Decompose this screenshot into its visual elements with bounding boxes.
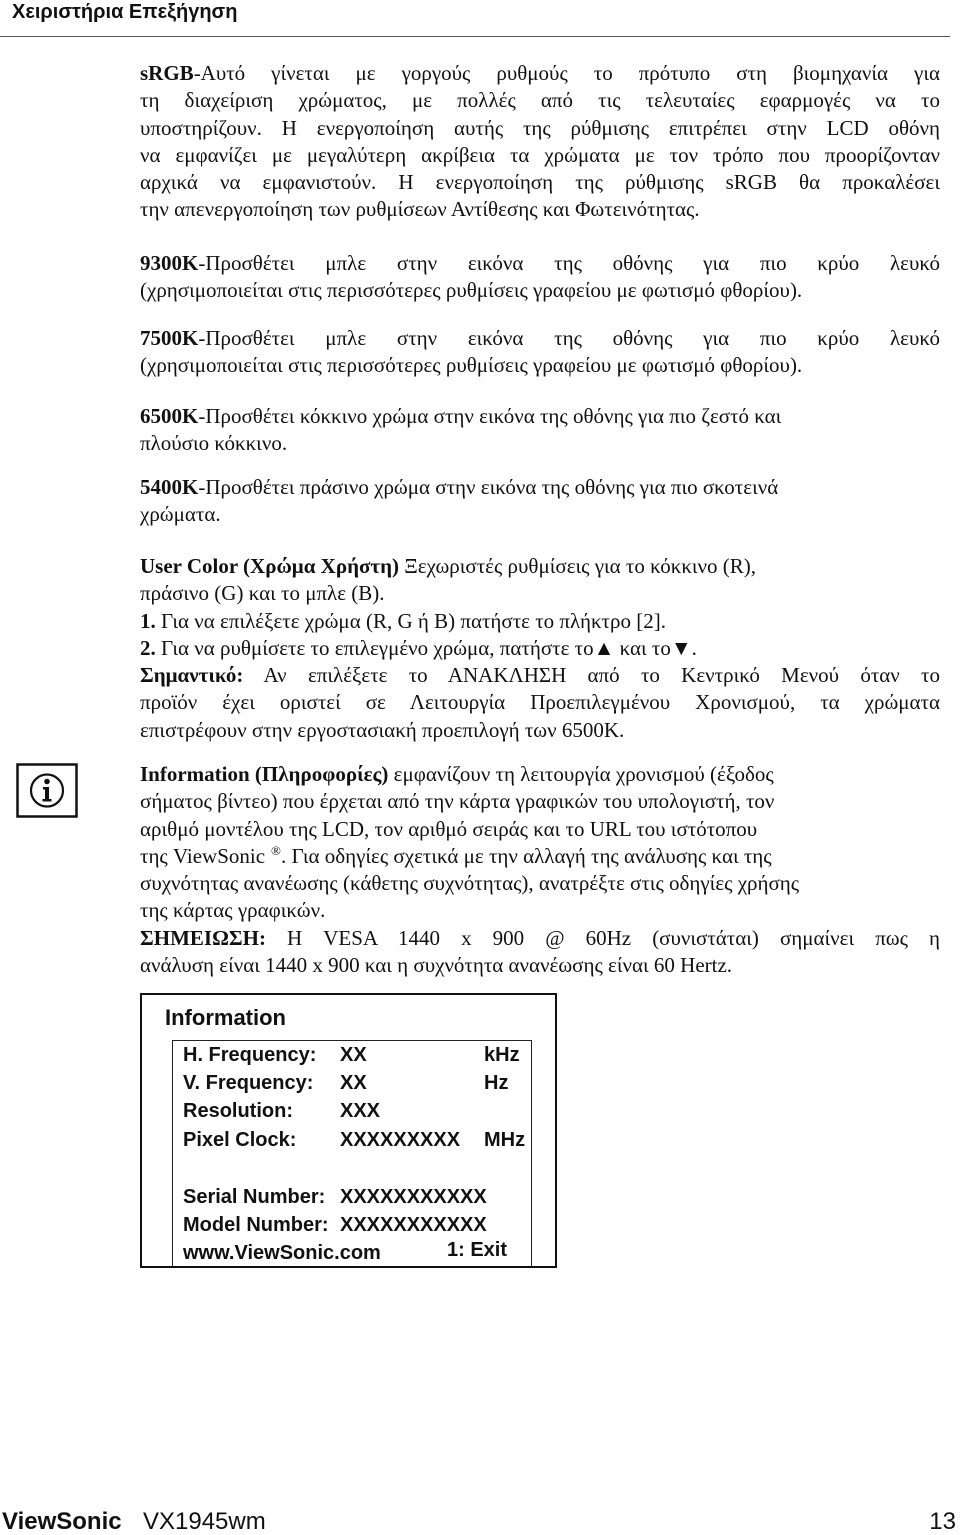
osd-row-v-frequency xyxy=(142,1071,555,1095)
line-text: αρχικά να εμφανιστούν. Η ενεργοποίηση της ρύθμισης sRGB θα προκαλέσει xyxy=(140,170,940,194)
paragraph-line xyxy=(140,403,940,430)
page-header-title: Χειριστήρια Επεξήγηση xyxy=(12,1,238,23)
line-text: -Προσθέτει μπλε στην εικόνα της οθόνης για πιο κρύο λευκό xyxy=(198,326,940,350)
step-number: 2. xyxy=(140,635,156,660)
step-1 xyxy=(140,608,940,635)
paragraph-line xyxy=(140,60,940,87)
paragraph-line xyxy=(140,501,940,528)
important-line xyxy=(140,662,940,689)
line-text: ανάλυση είναι 1440 x 900 και η συχνότητα ανανέωσης είναι 60 Hertz. xyxy=(140,953,733,978)
osd-title: Information xyxy=(165,1005,286,1030)
line-text: την απενεργοποίηση των ρυθμίσεων Αντίθεσης και Φωτεινότητας. xyxy=(140,197,700,222)
line-text: υποστηρίζουν. Η ενεργοποίηση αυτής της ρύθμισης επιτρέπει στην LCD οθόνη xyxy=(140,115,940,140)
line-text: της κάρτας γραφικών. xyxy=(140,898,326,923)
footer-model: VX1945wm xyxy=(143,1508,266,1535)
user-color-description xyxy=(140,553,940,744)
preset-9300k-description xyxy=(140,250,940,305)
line-text: της ViewSonic xyxy=(140,843,266,868)
paragraph-line xyxy=(140,553,940,580)
term-user-color: User Color (Χρώμα Χρήστη) xyxy=(140,554,400,578)
line-text: χρώματα. xyxy=(140,502,221,527)
term-srgb: sRGB xyxy=(140,61,194,85)
paragraph-line xyxy=(140,430,940,457)
page-number: 13 xyxy=(929,1508,956,1535)
line-text: -Προσθέτει πράσινο χρώμα στην εικόνα της οθόνης για πιο σκοτεινά xyxy=(198,475,779,499)
line-text: προϊόν έχει οριστεί σε Λειτουργία Προεπιλεγμένου Χρονισμού, τα χρώματα xyxy=(140,690,940,715)
term-information: Information (Πληροφορίες) xyxy=(140,762,389,786)
osd-row-resolution xyxy=(142,1099,555,1123)
paragraph-line xyxy=(140,169,940,196)
line-text: -Προσθέτει μπλε στην εικόνα της οθόνης για πιο κρύο λευκό xyxy=(198,251,940,275)
osd-value: XXXXXXXXXXX xyxy=(340,1214,487,1236)
vesa-note xyxy=(140,925,940,980)
line-text: συχνότητας ανανέωσης (κάθετης συχνότητας), ανατρέξτε στις οδηγίες χρήσης xyxy=(140,871,800,895)
info-icon-graphic xyxy=(16,763,78,818)
paragraph-line xyxy=(140,761,940,788)
paragraph-line xyxy=(140,843,940,870)
line-text: -Προσθέτει κόκκινο χρώμα στην εικόνα της οθόνης για πιο ζεστό και xyxy=(198,404,782,428)
paragraph-line xyxy=(140,788,940,815)
line-text: εμφανίζουν τη λειτουργία χρονισμού (έξοδος xyxy=(393,762,774,786)
header-divider xyxy=(0,36,950,37)
term-7500k: 7500K xyxy=(140,326,199,350)
osd-label: Serial Number: xyxy=(183,1186,326,1208)
preset-7500k-description xyxy=(140,325,940,380)
note-label: ΣΗΜΕΙΩΣΗ: xyxy=(140,926,266,950)
osd-label: Model Number: xyxy=(183,1214,329,1236)
paragraph-line xyxy=(140,277,940,304)
paragraph-line xyxy=(140,952,940,979)
term-9300k: 9300K xyxy=(140,251,199,275)
line-text: Ξεχωριστές ρυθμίσεις για το κόκκινο (R), xyxy=(404,554,757,578)
step-text: Για να ρυθμίσετε το επιλεγμένο χρώμα, πατήστε το▲ και το▼. xyxy=(161,635,697,660)
osd-label: Resolution: xyxy=(183,1100,293,1122)
line-text: (χρησιμοποιείται στις περισσότερες ρυθμίσεις γραφείου με φωτισμό φθορίου). xyxy=(140,353,803,378)
osd-value: XX xyxy=(340,1044,367,1066)
paragraph-line xyxy=(140,580,940,607)
line-text: αριθμό μοντέλου της LCD, τον αριθμό σειράς και το URL του ιστότοπου xyxy=(140,816,758,841)
osd-unit: MHz xyxy=(484,1129,526,1151)
line-text: (χρησιμοποιείται στις περισσότερες ρυθμίσεις γραφείου με φωτισμό φθορίου). xyxy=(140,278,803,303)
osd-value: XXXXXXXXX xyxy=(340,1129,461,1151)
preset-5400k-description xyxy=(140,474,940,529)
step-2 xyxy=(140,635,940,662)
paragraph-line xyxy=(140,352,940,379)
info-icon xyxy=(16,763,78,818)
line-text: να εμφανίζει με μεγαλύτερη ακρίβεια τα χρώματα με τον τρόπο που προορίζονταν xyxy=(140,142,940,167)
osd-row-serial-number xyxy=(142,1185,555,1209)
paragraph-line xyxy=(140,474,940,501)
paragraph-line xyxy=(140,925,940,952)
paragraph-line xyxy=(140,897,940,924)
osd-unit: Hz xyxy=(484,1072,509,1094)
term-6500k: 6500K xyxy=(140,404,199,428)
line-text: Αν επιλέξετε το ΑΝΑΚΛΗΣΗ από το Κεντρικό Μενού όταν το xyxy=(263,663,940,687)
paragraph-line xyxy=(140,816,940,843)
osd-value: XXX xyxy=(340,1100,381,1122)
preset-6500k-description xyxy=(140,403,940,458)
line-text: τη διαχείριση χρώματος, με πολλές από τις τελευταίες εφαρμογές να το xyxy=(140,88,940,113)
osd-label: V. Frequency: xyxy=(183,1072,314,1094)
osd-row-pixel-clock xyxy=(142,1128,555,1152)
osd-label: H. Frequency: xyxy=(183,1044,317,1066)
registered-trademark-mark: ® xyxy=(271,842,281,858)
paragraph-line xyxy=(140,325,940,352)
osd-value: XX xyxy=(340,1072,367,1094)
information-osd-panel xyxy=(140,993,557,1268)
step-text: Για να επιλέξετε χρώμα (R, G ή B) πατήστε το πλήκτρο [2]. xyxy=(161,608,666,633)
osd-unit: kHz xyxy=(484,1044,520,1066)
paragraph-line xyxy=(140,87,940,114)
osd-label: Pixel Clock: xyxy=(183,1129,297,1151)
osd-exit-hint: 1: Exit xyxy=(447,1239,508,1261)
line-text: σήματος βίντεο) που έρχεται από την κάρτα γραφικών του υπολογιστή, τον xyxy=(140,789,775,814)
paragraph-line xyxy=(140,250,940,277)
line-text: -Αυτό γίνεται με γοργούς ρυθμούς το πρότυπο στη βιομηχανία για xyxy=(193,61,940,85)
term-5400k: 5400K xyxy=(140,475,199,499)
osd-value: XXXXXXXXXXX xyxy=(340,1186,487,1208)
paragraph-line xyxy=(140,196,940,223)
osd-row-h-frequency xyxy=(142,1043,555,1067)
important-line xyxy=(140,689,940,716)
important-line xyxy=(140,717,940,744)
osd-row-model-number xyxy=(142,1213,555,1237)
paragraph-line xyxy=(140,115,940,142)
line-text: Η VESA 1440 x 900 @ 60Hz (συνιστάται) σημαίνει πως η xyxy=(287,926,940,950)
information-description xyxy=(140,761,940,925)
line-text: πράσινο (G) και το μπλε (B). xyxy=(140,581,385,606)
osd-website: www.ViewSonic.com xyxy=(183,1242,381,1264)
line-text: πλούσιο κόκκινο. xyxy=(140,431,288,456)
paragraph-line xyxy=(140,870,940,897)
line-text: επιστρέφουν στην εργοστασιακή προεπιλογή των 6500K. xyxy=(140,717,625,742)
srgb-description xyxy=(140,60,940,224)
step-number: 1. xyxy=(140,608,156,633)
footer-brand: ViewSonic xyxy=(2,1508,122,1535)
paragraph-line xyxy=(140,142,940,169)
line-text: . Για οδηγίες σχετικά με την αλλαγή της ανάλυσης και της xyxy=(280,843,772,868)
important-label: Σημαντικό: xyxy=(140,663,244,687)
